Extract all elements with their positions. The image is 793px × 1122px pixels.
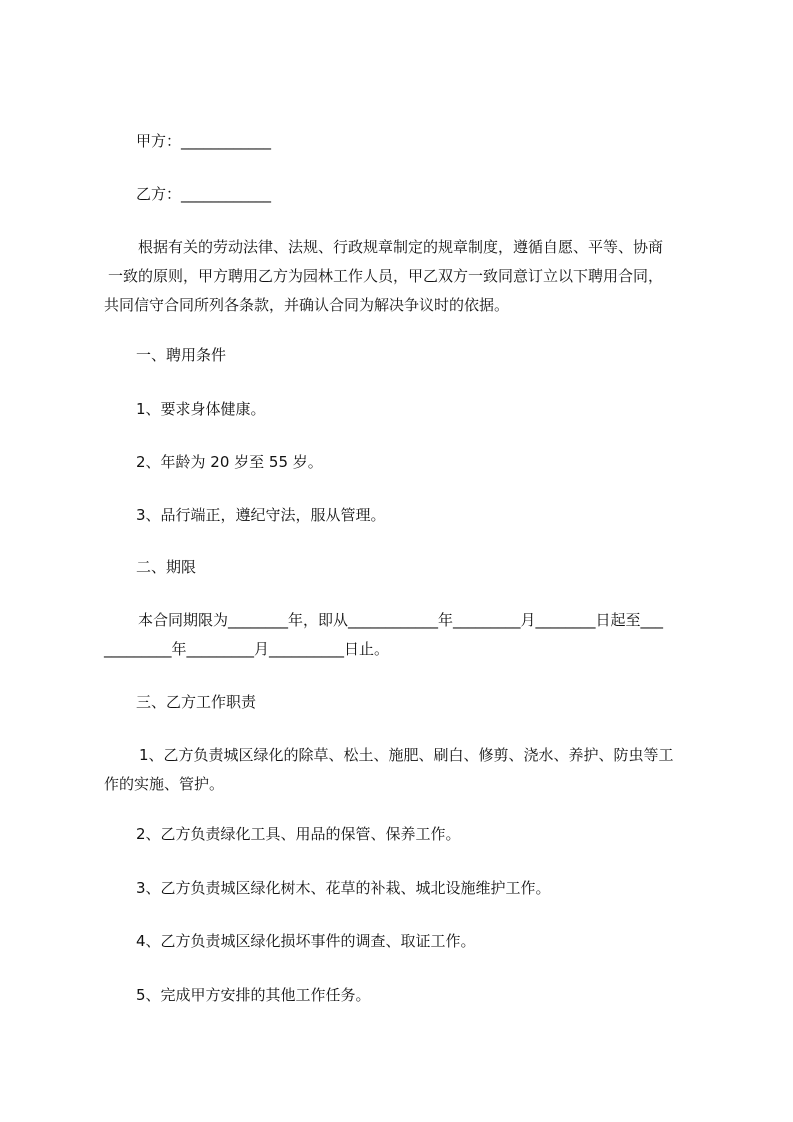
duty-item-5: 5、完成甲方安排的其他工作任务。 [136, 986, 371, 1004]
condition-item-2: 2、年龄为 20 岁至 55 岁。 [136, 453, 323, 471]
section-heading-employment-conditions: 一、聘用条件 [136, 346, 227, 364]
term-line-2: _________年_________月__________日止。 [104, 640, 390, 658]
condition-item-1: 1、要求身体健康。 [136, 400, 266, 418]
term-line-1: 本合同期限为________年，即从____________年_________月________日起至___ [138, 611, 664, 629]
duty-item-1-line-1: 1、乙方负责城区绿化的除草、松土、施肥、刷白、修剪、浇水、养护、防虫等工 [139, 746, 674, 764]
party-a-line: 甲方：____________ [136, 132, 272, 150]
condition-item-3: 3、品行端正，遵纪守法，服从管理。 [136, 506, 386, 524]
intro-paragraph-line-1: 根据有关的劳动法律、法规、行政规章制定的规章制度，遵循自愿、平等、协商 [138, 238, 664, 256]
party-b-line: 乙方：____________ [136, 185, 272, 203]
duty-item-3: 3、乙方负责城区绿化树木、花草的补栽、城北设施维护工作。 [136, 879, 551, 897]
duty-item-2: 2、乙方负责绿化工具、用品的保管、保养工作。 [136, 825, 461, 843]
section-heading-term: 二、期限 [136, 558, 197, 576]
duty-item-1-line-2: 作的实施、管护。 [104, 775, 225, 793]
intro-paragraph-line-3: 共同信守合同所列各条款，并确认合同为解决争议时的依据。 [104, 296, 510, 314]
intro-paragraph-line-2: 一致的原则，甲方聘用乙方为园林工作人员，甲乙双方一致同意订立以下聘用合同， [108, 267, 664, 285]
duty-item-4: 4、乙方负责城区绿化损坏事件的调查、取证工作。 [136, 932, 476, 950]
section-heading-duties: 三、乙方工作职责 [136, 693, 257, 711]
